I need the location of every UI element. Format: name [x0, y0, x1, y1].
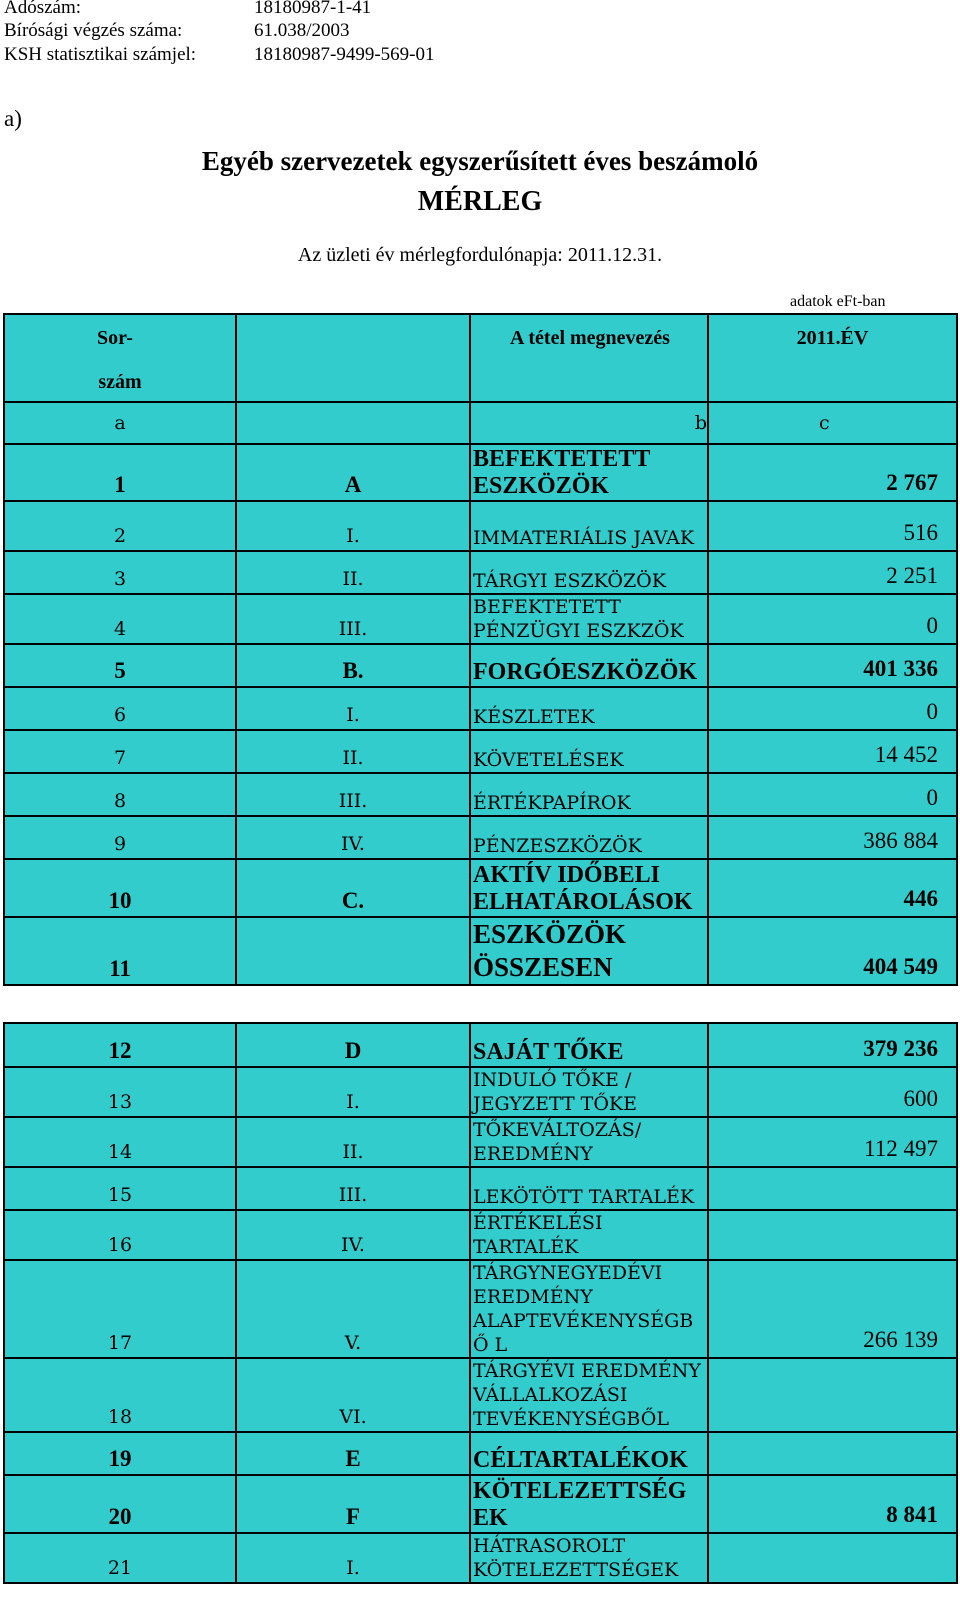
- table-row: [4, 859, 957, 917]
- row-name: BEFEKTETETT PÉNZÜGYI ESZKZÖK: [470, 594, 708, 644]
- col-a: a: [4, 402, 236, 444]
- row-number: 4: [4, 594, 236, 644]
- row-value: 404 549: [708, 917, 957, 985]
- tax-number-value: 18180987-1-41: [254, 0, 372, 18]
- row-number: 2: [4, 501, 236, 551]
- row-number: 17: [4, 1260, 236, 1358]
- row-value: 516: [708, 501, 957, 551]
- head-sor-cell: [4, 314, 236, 402]
- row-name: TÁRGYÉVI EREDMÉNY VÁLLALKOZÁSI TEVÉKENYSÉGBŐL: [470, 1358, 708, 1432]
- liabilities-table: [3, 1022, 958, 1584]
- row-name: TŐKEVÁLTOZÁS/ EREDMÉNY: [470, 1117, 708, 1167]
- row-code: II.: [236, 730, 470, 773]
- row-value: 386 884: [708, 816, 957, 859]
- court-order-row: [4, 20, 350, 42]
- table-row: [4, 1067, 957, 1117]
- row-code: I.: [236, 687, 470, 730]
- ksh-code-label: KSH statisztikai számjel:: [4, 44, 197, 65]
- table-row: [4, 1533, 957, 1583]
- row-number: 15: [4, 1167, 236, 1210]
- row-code: V.: [236, 1260, 470, 1358]
- column-letter-row: [4, 402, 957, 444]
- row-code: VI.: [236, 1358, 470, 1432]
- row-number: 7: [4, 730, 236, 773]
- page-title: Egyéb szervezetek egyszerűsített éves beszámoló: [201, 146, 759, 176]
- col-empty: [236, 402, 470, 444]
- row-name: IMMATERIÁLIS JAVAK: [470, 501, 708, 551]
- row-code: C.: [236, 859, 470, 917]
- row-name: KÉSZLETEK: [470, 687, 708, 730]
- row-number: 5: [4, 644, 236, 687]
- table-row: [4, 551, 957, 594]
- row-name: LEKÖTÖTT TARTALÉK: [470, 1167, 708, 1210]
- row-name: INDULÓ TŐKE / JEGYZETT TŐKE: [470, 1067, 708, 1117]
- row-number: 9: [4, 816, 236, 859]
- row-number: 19: [4, 1432, 236, 1475]
- row-value: [708, 1167, 957, 1210]
- tax-number-label: Adószám:: [4, 0, 82, 18]
- head-name: A tétel megnevezés: [510, 327, 670, 349]
- assets-table: [3, 313, 958, 986]
- row-number: 11: [4, 917, 236, 985]
- row-name: SAJÁT TŐKE: [470, 1023, 708, 1067]
- row-value: 379 236: [708, 1023, 957, 1067]
- table-row: [4, 444, 957, 501]
- row-code: [236, 917, 470, 985]
- court-order-value: 61.038/2003: [254, 20, 350, 41]
- head-szam: szám: [98, 371, 142, 393]
- table-row: [4, 1117, 957, 1167]
- row-code: IV.: [236, 816, 470, 859]
- balance-date: Az üzleti év mérlegfordulónapja: 2011.12.31.: [297, 244, 663, 266]
- table-row: [4, 1358, 957, 1432]
- assets-body: [4, 444, 957, 985]
- row-code: F: [236, 1475, 470, 1533]
- court-order-label: Bírósági végzés száma:: [4, 20, 183, 41]
- row-name: CÉLTARTALÉKOK: [470, 1432, 708, 1475]
- row-code: III.: [236, 1167, 470, 1210]
- table-row: [4, 1260, 957, 1358]
- row-code: III.: [236, 594, 470, 644]
- row-code: II.: [236, 1117, 470, 1167]
- row-number: 13: [4, 1067, 236, 1117]
- row-value: 600: [708, 1067, 957, 1117]
- section-label: a): [4, 106, 22, 131]
- row-value: 0: [708, 687, 957, 730]
- row-number: 3: [4, 551, 236, 594]
- row-code: D: [236, 1023, 470, 1067]
- row-name: TÁRGYNEGYEDÉVI EREDMÉNY ALAPTEVÉKENYSÉGBŐ L: [470, 1260, 708, 1358]
- row-value: 0: [708, 773, 957, 816]
- table-row: [4, 816, 957, 859]
- head-sor: Sor-: [97, 327, 133, 349]
- row-value: [708, 1358, 957, 1432]
- head-empty-cell: [236, 314, 470, 402]
- row-number: 10: [4, 859, 236, 917]
- row-value: [708, 1210, 957, 1260]
- head-year-cell: [708, 314, 957, 402]
- row-number: 8: [4, 773, 236, 816]
- row-value: 8 841: [708, 1475, 957, 1533]
- row-name: HÁTRASOROLT KÖTELEZETTSÉGEK: [470, 1533, 708, 1583]
- row-code: II.: [236, 551, 470, 594]
- row-name: ESZKÖZÖK ÖSSZESEN: [470, 917, 708, 985]
- row-name: ÉRTÉKELÉSI TARTALÉK: [470, 1210, 708, 1260]
- row-value: 0: [708, 594, 957, 644]
- row-number: 12: [4, 1023, 236, 1067]
- row-code: E: [236, 1432, 470, 1475]
- tax-number-row: [4, 0, 372, 19]
- row-value: 14 452: [708, 730, 957, 773]
- row-name: KÖTELEZETTSÉG EK: [470, 1475, 708, 1533]
- table-row: [4, 1023, 957, 1067]
- head-name-cell: [470, 314, 708, 402]
- row-value: 266 139: [708, 1260, 957, 1358]
- table-row: [4, 1210, 957, 1260]
- row-value: [708, 1432, 957, 1475]
- head-year: 2011.ÉV: [796, 327, 869, 349]
- row-value: 2 251: [708, 551, 957, 594]
- page-subtitle: MÉRLEG: [417, 186, 543, 217]
- row-code: I.: [236, 501, 470, 551]
- table-row: [4, 730, 957, 773]
- row-name: BEFEKTETETT ESZKÖZÖK: [470, 444, 708, 501]
- row-number: 20: [4, 1475, 236, 1533]
- table-row: [4, 594, 957, 644]
- row-number: 21: [4, 1533, 236, 1583]
- row-number: 6: [4, 687, 236, 730]
- row-code: I.: [236, 1067, 470, 1117]
- row-code: I.: [236, 1533, 470, 1583]
- row-number: 16: [4, 1210, 236, 1260]
- row-name: AKTÍV IDŐBELI ELHATÁROLÁSOK: [470, 859, 708, 917]
- table-row: [4, 917, 957, 985]
- row-name: TÁRGYI ESZKÖZÖK: [470, 551, 708, 594]
- col-c: c: [708, 402, 957, 444]
- table-row: [4, 501, 957, 551]
- row-value: [708, 1533, 957, 1583]
- row-code: A: [236, 444, 470, 501]
- table-row: [4, 644, 957, 687]
- row-number: 18: [4, 1358, 236, 1432]
- row-value: 2 767: [708, 444, 957, 501]
- row-name: PÉNZESZKÖZÖK: [470, 816, 708, 859]
- table-row: [4, 1475, 957, 1533]
- ksh-code-value: 18180987-9499-569-01: [254, 44, 435, 65]
- row-value: 401 336: [708, 644, 957, 687]
- row-number: 1: [4, 444, 236, 501]
- row-code: III.: [236, 773, 470, 816]
- row-value: 446: [708, 859, 957, 917]
- row-code: IV.: [236, 1210, 470, 1260]
- row-number: 14: [4, 1117, 236, 1167]
- row-name: FORGÓESZKÖZÖK: [470, 644, 708, 687]
- row-code: B.: [236, 644, 470, 687]
- row-name: ÉRTÉKPAPÍROK: [470, 773, 708, 816]
- table-head-row: [4, 314, 957, 402]
- col-b: b: [470, 402, 708, 444]
- unit-note: adatok eFt-ban: [790, 293, 886, 310]
- liabilities-body: [4, 1023, 957, 1583]
- ksh-code-row: [4, 44, 435, 66]
- table-row: [4, 773, 957, 816]
- row-value: 112 497: [708, 1117, 957, 1167]
- table-row: [4, 1432, 957, 1475]
- table-row: [4, 1167, 957, 1210]
- table-row: [4, 687, 957, 730]
- row-name: KÖVETELÉSEK: [470, 730, 708, 773]
